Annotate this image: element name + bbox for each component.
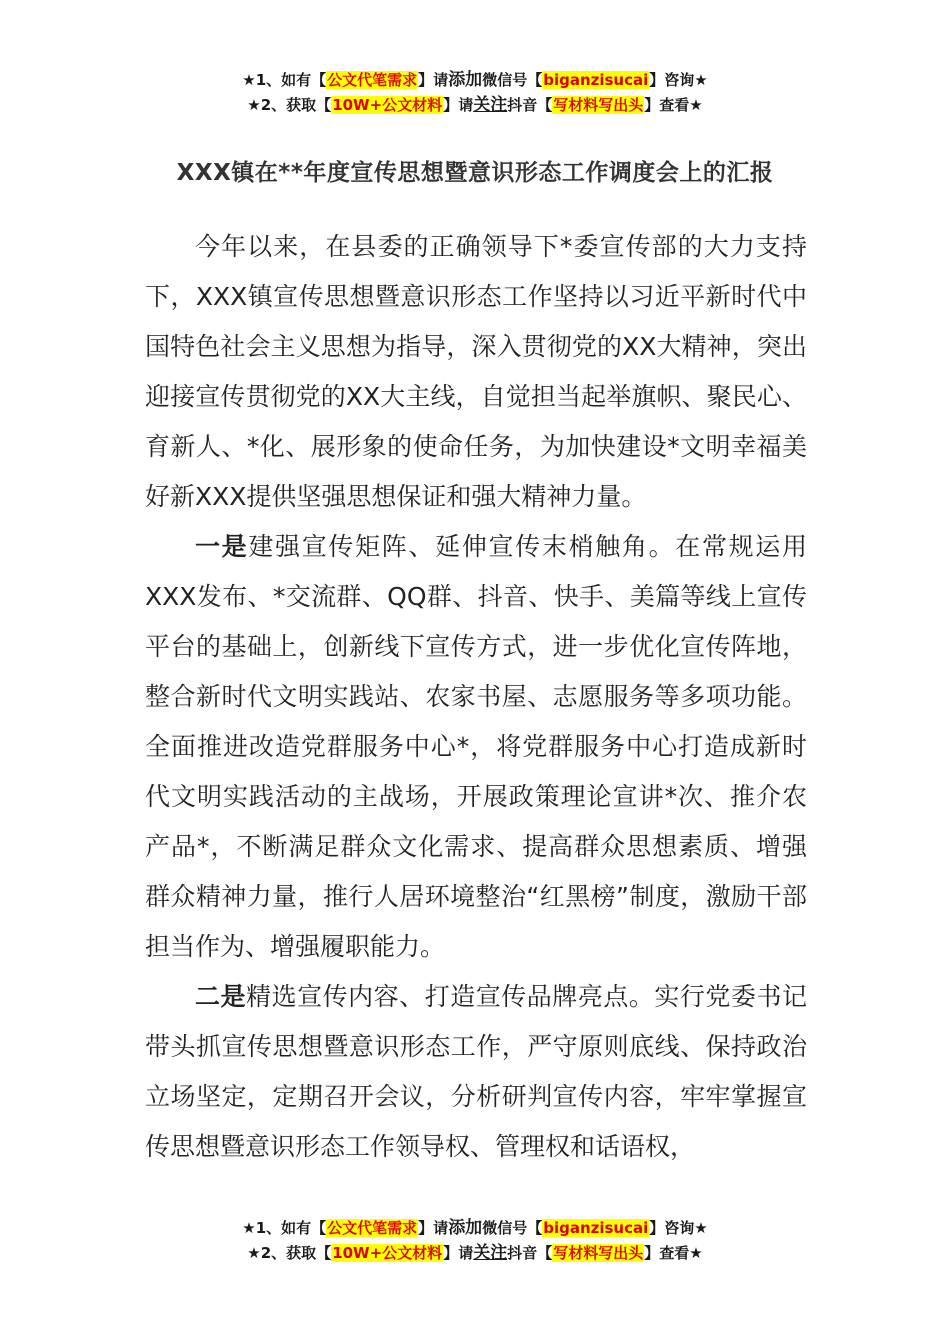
banner-line-2: ★2、获取【10W+公文材料】请关注抖音【写材料写出头】查看★: [247, 95, 703, 115]
document-body: [145, 222, 807, 1172]
banner-line-2: ★2、获取【10W+公文材料】请关注抖音【写材料写出头】查看★: [247, 1243, 703, 1263]
paragraph-lead: 二是: [195, 982, 247, 1011]
paragraph-two: 二是精选宣传内容、打造宣传品牌亮点。实行党委书记带头抓宣传思想暨意识形态工作，严守原则底线、保持政治立场坚定，定期召开会议，分析研判宣传内容，牢牢掌握宣传思想暨意识形态工作领导权、管理权和话语权，: [145, 982, 807, 1161]
header-banner: [0, 68, 950, 118]
footer-banner: [0, 1216, 950, 1266]
highlight-materials: 10W+公文材料: [332, 96, 443, 114]
highlight-service: 公文代笔需求: [327, 1219, 418, 1237]
banner-line-1: ★1、如有【公文代笔需求】请添加微信号【biganzisucai】咨询★: [242, 70, 708, 90]
paragraph-lead: 一是: [195, 532, 249, 561]
document-title: XXX镇在**年度宣传思想暨意识形态工作调度会上的汇报: [176, 160, 774, 186]
highlight-wechat-id: biganzisucai: [543, 1219, 649, 1237]
paragraph-intro: 今年以来，在县委的正确领导下*委宣传部的大力支持下，XXX镇宣传思想暨意识形态工作坚持以习近平新时代中国特色社会主义思想为指导，深入贯彻党的XX大精神，突出迎接宣传贯彻党的XX大主线，自觉担当起举旗帜、聚民心、育新人、*化、展形象的使命任务，为加快建设*文明幸福美好新XXX提供坚强思想保证和强大精神力量。: [145, 232, 807, 511]
highlight-douyin: 写材料写出头: [553, 1244, 644, 1262]
banner-line-1: ★1、如有【公文代笔需求】请添加微信号【biganzisucai】咨询★: [242, 1218, 708, 1238]
highlight-materials: 10W+公文材料: [332, 1244, 443, 1262]
paragraph-one: 一是建强宣传矩阵、延伸宣传末梢触角。在常规运用XXX发布、*交流群、QQ群、抖音、快手、美篇等线上宣传平台的基础上，创新线下宣传方式，进一步优化宣传阵地，整合新时代文明实践站、农家书屋、志愿服务等多项功能。全面推进改造党群服务中心*，将党群服务中心打造成新时代文明实践活动的主战场，开展政策理论宣讲*次、推介农产品*，不断满足群众文化需求、提高群众思想素质、增强群众精神力量，推行人居环境整治“红黑榜”制度，激励干部担当作为、增强履职能力。: [145, 532, 807, 961]
highlight-service: 公文代笔需求: [327, 71, 418, 89]
highlight-wechat-id: biganzisucai: [543, 71, 649, 89]
highlight-douyin: 写材料写出头: [553, 96, 644, 114]
